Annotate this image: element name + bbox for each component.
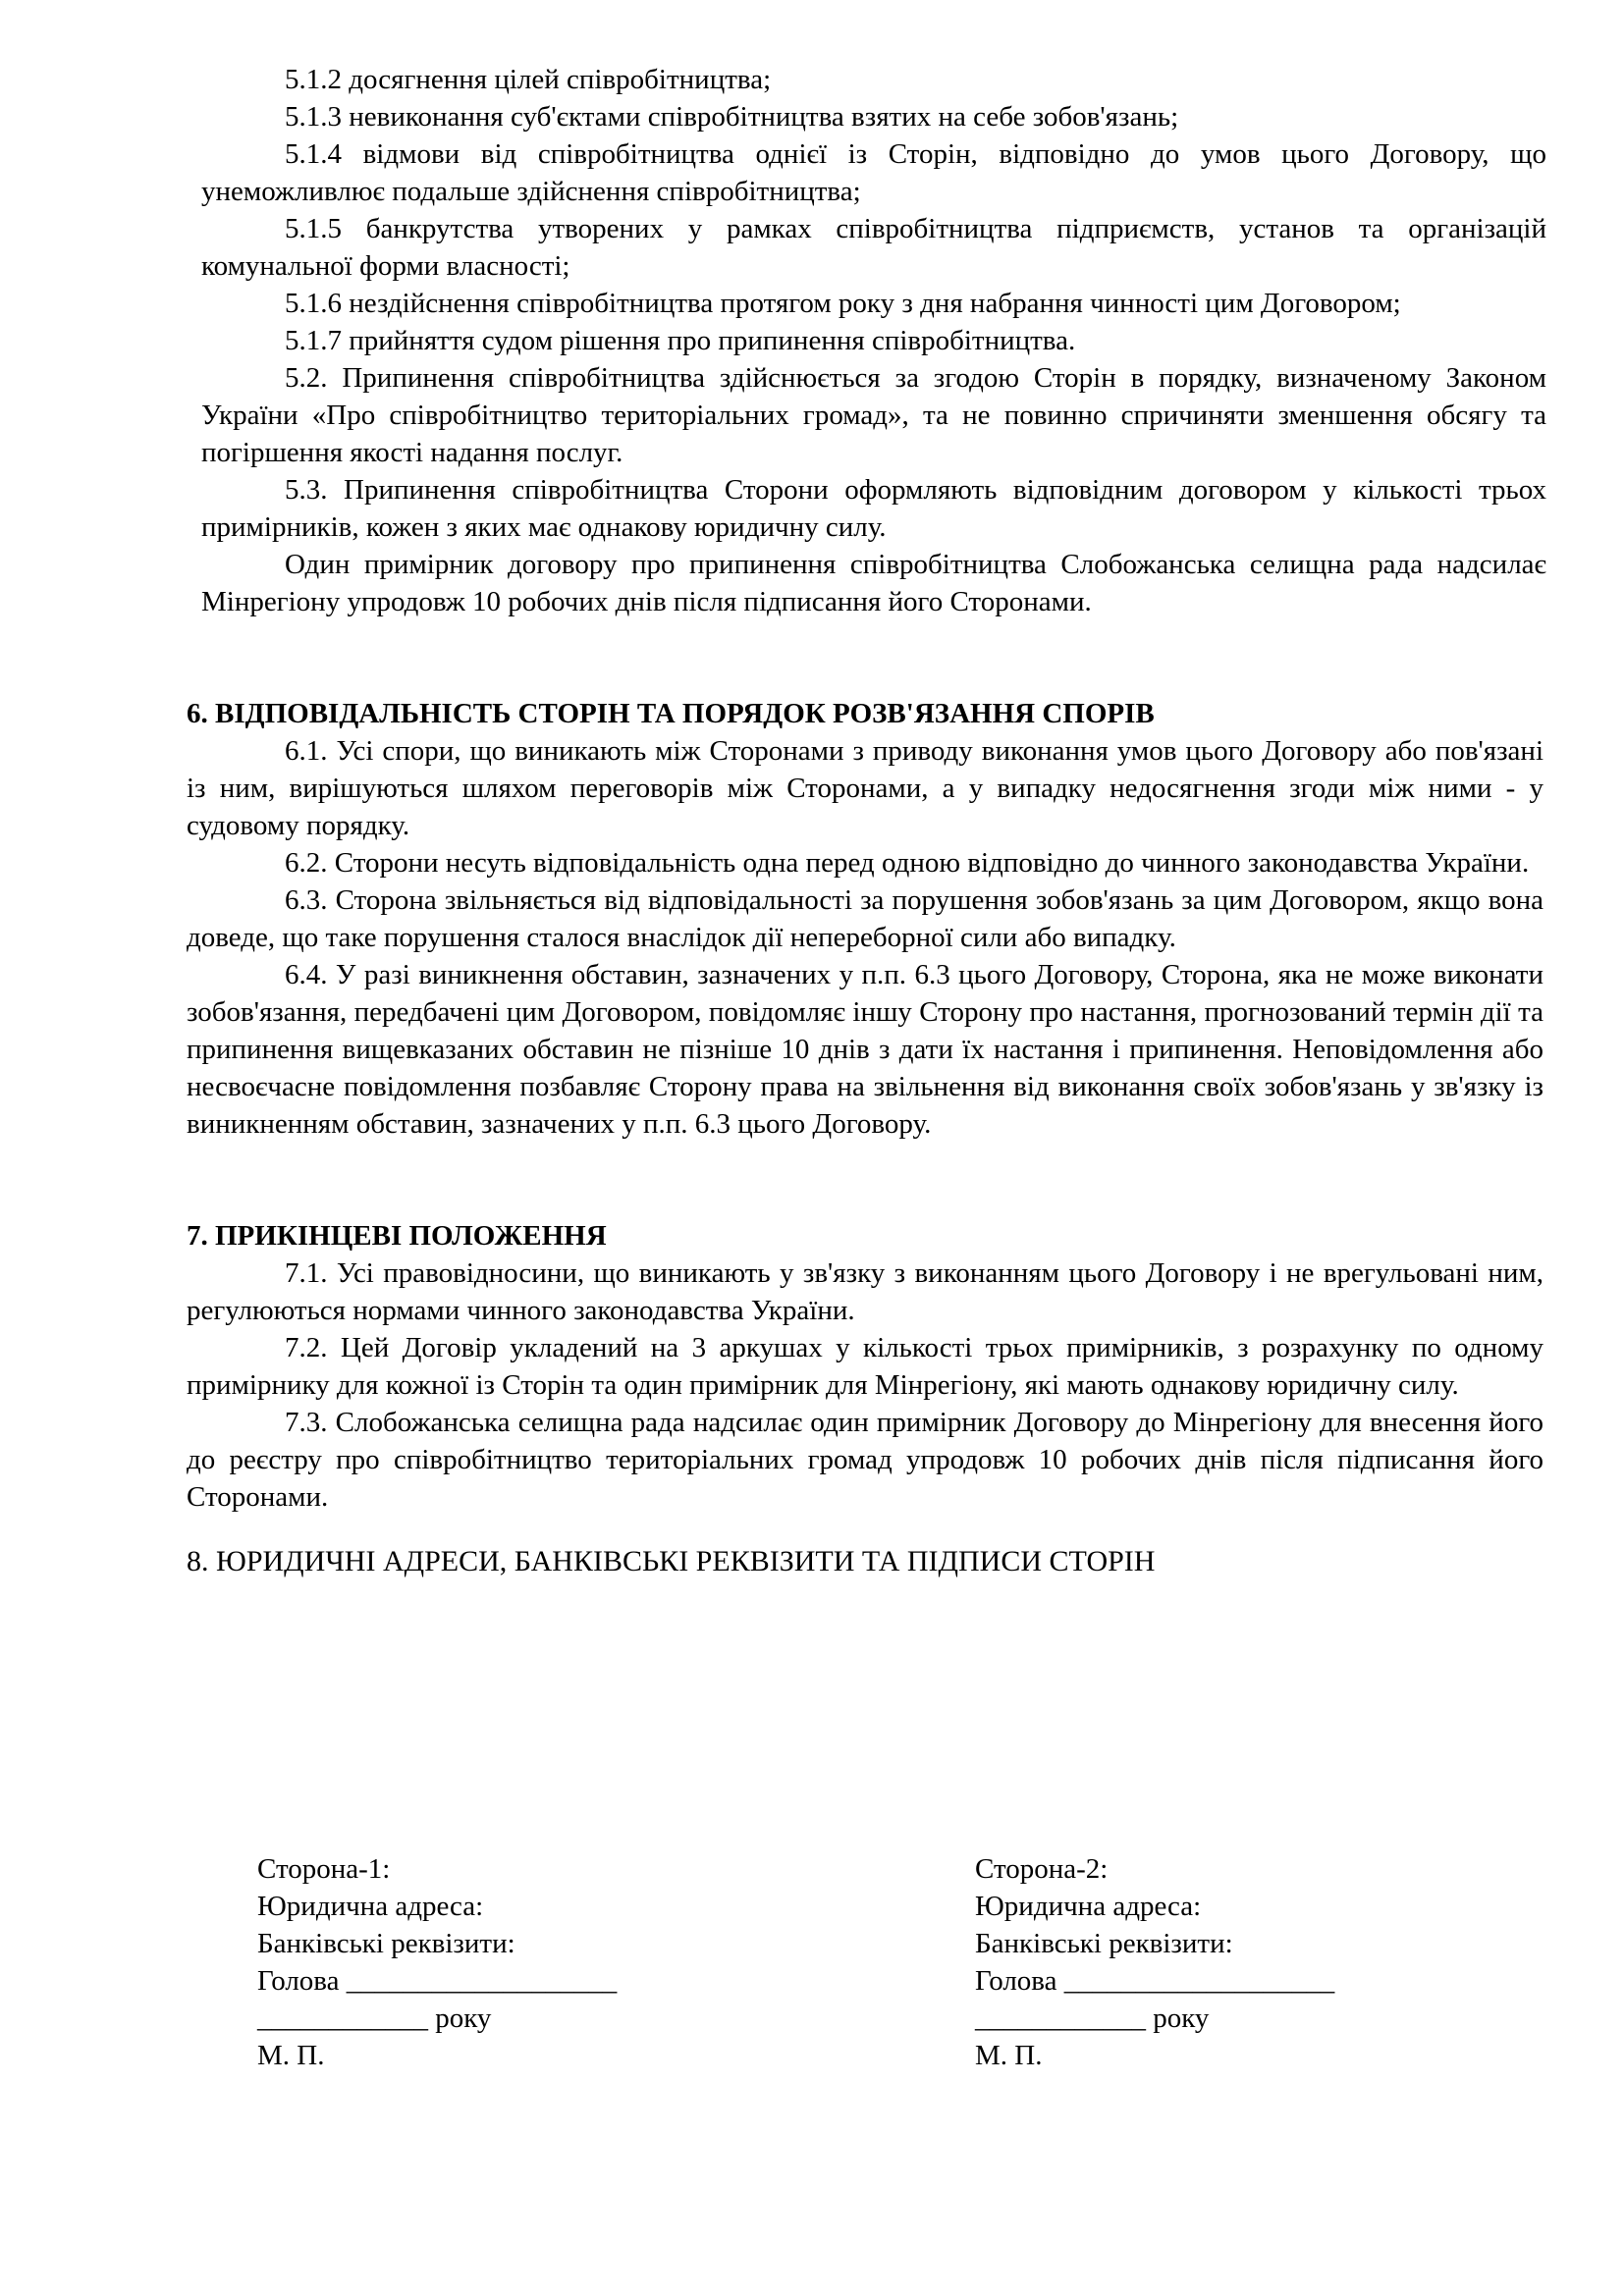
party-1-details [257, 1850, 846, 2074]
party-2-seal: М. П. [975, 2040, 1043, 2071]
party-1-name: Сторона-1: [257, 1853, 391, 1885]
clause-5-3: 5.3. Припинення співробітництва Сторони оформляють відповідним договором у кількості трьох примірників, кожен з яких має однакову юридичну силу. [201, 474, 1546, 543]
party-2-address: Юридична адреса: [975, 1891, 1202, 1922]
clause-5-1-3: 5.1.3 невиконання суб'єктами співробітництва взятих на себе зобов'язань; [285, 101, 1179, 133]
clause-5-2: 5.2. Припинення співробітництва здійснюється за згодою Сторін в порядку, визначеному Законом України «Про співробітництво територіальних громад», та не повинно спричиняти зменшення обсягу та погіршення якості надання послуг. [201, 362, 1546, 468]
section-6-title: 6. ВІДПОВІДАЛЬНІСТЬ СТОРІН ТА ПОРЯДОК РОЗВ'ЯЗАННЯ СПОРІВ [187, 698, 1155, 729]
section-5 [201, 61, 1546, 620]
clause-5-1-4: 5.1.4 відмови від співробітництва однієї із Сторін, відповідно до умов цього Договору, що унеможливлює подальше здійснення співробітництва; [201, 138, 1546, 207]
section-8 [187, 1543, 1543, 1580]
party-2-date: ____________ року [975, 2002, 1210, 2034]
party-1-address: Юридична адреса: [257, 1891, 484, 1922]
clause-7-1: 7.1. Усі правовідносини, що виникають у зв'язку з виконанням цього Договору і не врегульовані ним, регулюються нормами чинного законодавства України. [187, 1257, 1543, 1326]
clause-6-4: 6.4. У разі виникнення обставин, зазначених у п.п. 6.3 цього Договору, Сторона, яка не може виконати зобов'язання, передбачені цим Договором, повідомляє іншу Сторону про настання, прогнозований термін дії та припинення вищевказаних обставин не пізніше 10 днів з дати їх настання і припинення. Неповідомлення або несвоєчасне повідомлення позбавляє Сторону права на звільнення від виконання своїх зобов'язань у зв'язку із виникненням обставин, зазначених у п.п. 6.3 цього Договору. [187, 959, 1543, 1140]
clause-6-2: 6.2. Сторони несуть відповідальність одна перед одною відповідно до чинного законодавства України. [285, 847, 1530, 879]
clause-7-2: 7.2. Цей Договір укладений на 3 аркушах у кількості трьох примірників, з розрахунку по одному примірнику для кожної із Сторін та один примірник для Мінрегіону, які мають однакову юридичну силу. [187, 1332, 1543, 1401]
clause-5-1-5: 5.1.5 банкрутства утворених у рамках співробітництва підприємств, установ та організацій комунальної форми власності; [201, 213, 1546, 282]
section-7-title: 7. ПРИКІНЦЕВІ ПОЛОЖЕННЯ [187, 1220, 607, 1252]
party-2-name: Сторона-2: [975, 1853, 1109, 1885]
party-2-head-signature: Голова ___________________ [975, 1965, 1335, 1997]
clause-5-1-7: 5.1.7 прийняття судом рішення про припинення співробітництва. [285, 325, 1076, 356]
clause-5-1-6: 5.1.6 нездійснення співробітництва протягом року з дня набрання чинності цим Договором; [285, 288, 1401, 319]
document-body [187, 61, 1546, 1580]
party-2-details [975, 1850, 1564, 2074]
party-1-bank: Банківські реквізити: [257, 1928, 515, 1959]
party-1-date: ____________ року [257, 2002, 492, 2034]
section-6 [187, 695, 1543, 1143]
clause-7-3: 7.3. Слобожанська селищна рада надсилає один примірник Договору до Мінрегіону для внесення його до реєстру про співробітництво територіальних громад упродовж 10 робочих днів після підписання його Сторонами. [187, 1407, 1543, 1513]
section-7 [187, 1217, 1543, 1516]
clause-5-1-2: 5.1.2 досягнення цілей співробітництва; [285, 64, 772, 95]
party-1-seal: М. П. [257, 2040, 325, 2071]
party-1-head-signature: Голова ___________________ [257, 1965, 618, 1997]
clause-6-1: 6.1. Усі спори, що виникають між Сторонами з приводу виконання умов цього Договору або пов'язані із ним, вирішуються шляхом переговорів між Сторонами, а у випадку недосягнення згоди між ними - у судовому порядку. [187, 735, 1543, 841]
clause-6-3: 6.3. Сторона звільняється від відповідальності за порушення зобов'язань за цим Договором, якщо вона доведе, що таке порушення сталося внаслідок дії непереборної сили або випадку. [187, 884, 1543, 953]
section-8-title: 8. ЮРИДИЧНІ АДРЕСИ, БАНКІВСЬКІ РЕКВІЗИТИ ТА ПІДПИСИ СТОРІН [187, 1545, 1156, 1577]
party-2-bank: Банківські реквізити: [975, 1928, 1233, 1959]
clause-5-3-note: Один примірник договору про припинення співробітництва Слобожанська селищна рада надсилає Мінрегіону упродовж 10 робочих днів після підписання його Сторонами. [201, 549, 1546, 617]
